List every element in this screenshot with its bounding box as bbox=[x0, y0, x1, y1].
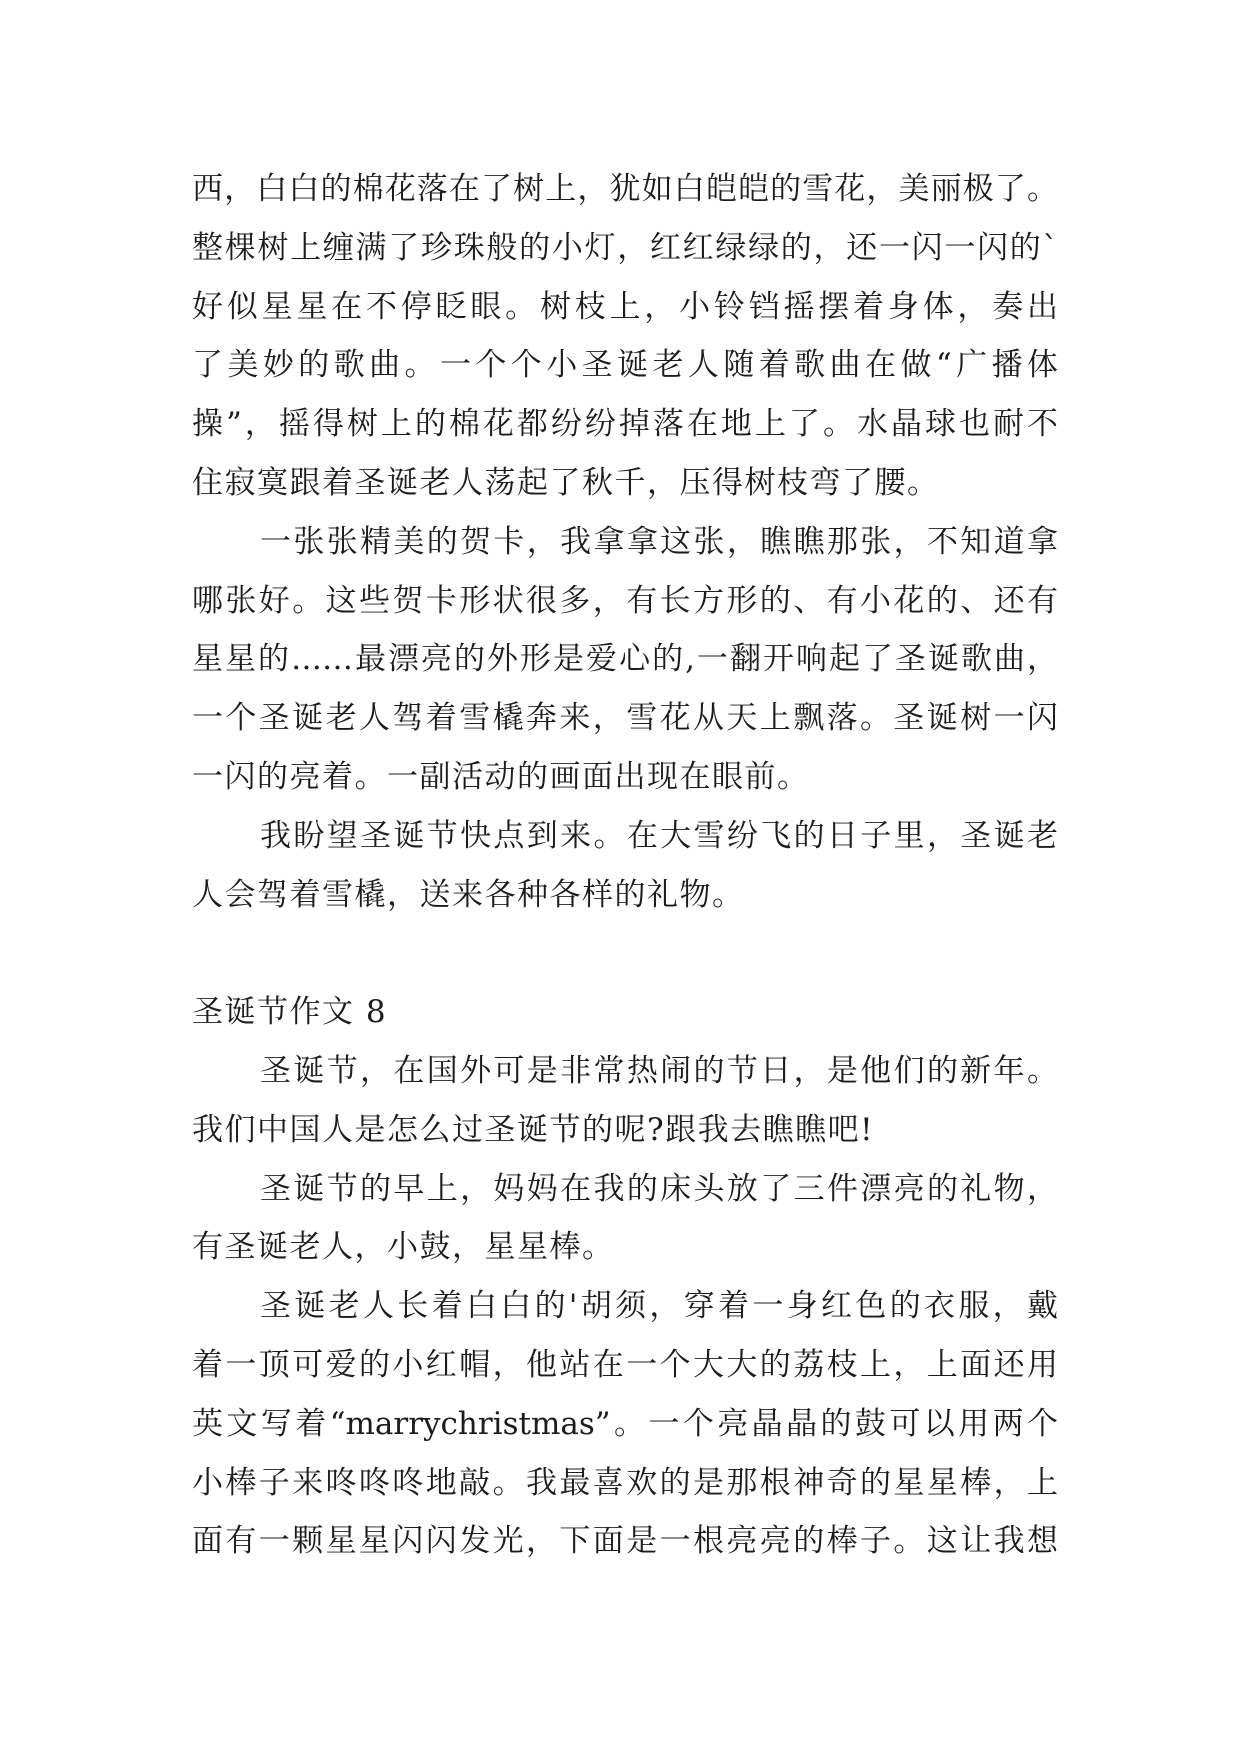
paragraph bbox=[192, 1277, 1058, 1571]
paragraph bbox=[192, 160, 1058, 513]
text-line: 我盼望圣诞节快点到来。在大雪纷飞的日子里，圣诞老 bbox=[260, 817, 1058, 854]
text-line: 一闪的亮着。一副活动的画面出现在眼前。 bbox=[192, 758, 810, 795]
text-line: 了美妙的歌曲。一个个小圣诞老人随着歌曲在做“广播体 bbox=[192, 347, 1058, 384]
section-heading: 圣诞节作文 8 bbox=[192, 994, 388, 1031]
text-line: 哪张好。这些贺卡形状很多，有长方形的、有小花的、还有 bbox=[192, 582, 1058, 619]
text-line: 一张张精美的贺卡，我拿拿这张，瞧瞧那张，不知道拿 bbox=[260, 523, 1058, 560]
text-line: 圣诞节，在国外可是非常热闹的节日，是他们的新年。 bbox=[260, 1052, 1058, 1089]
text-line: 操”，摇得树上的棉花都纷纷掉落在地上了。水晶球也耐不 bbox=[192, 406, 1058, 443]
text-line: 一个圣诞老人驾着雪橇奔来，雪花从天上飘落。圣诞树一闪 bbox=[192, 700, 1058, 737]
text-line: 整棵树上缠满了珍珠般的小灯，红红绿绿的，还一闪一闪的` bbox=[192, 229, 1058, 266]
text-line: 住寂寞跟着圣诞老人荡起了秋千，压得树枝弯了腰。 bbox=[192, 464, 940, 501]
text-line: 好似星星在不停眨眼。树枝上，小铃铛摇摆着身体，奏出 bbox=[192, 288, 1058, 325]
paragraph bbox=[192, 1042, 1058, 1160]
text-line: 英文写着“marrychristmas”。一个亮晶晶的鼓可以用两个 bbox=[192, 1405, 1058, 1442]
text-line: 圣诞节的早上，妈妈在我的床头放了三件漂亮的礼物， bbox=[260, 1170, 1058, 1207]
text-line: 星星的……最漂亮的外形是爱心的,一翻开响起了圣诞歌曲， bbox=[192, 641, 1058, 678]
paragraph bbox=[192, 807, 1058, 925]
text-line: 有圣诞老人，小鼓，星星棒。 bbox=[192, 1229, 615, 1266]
text-line: 面有一颗星星闪闪发光，下面是一根亮亮的棒子。这让我想 bbox=[192, 1523, 1058, 1560]
blank-line bbox=[192, 924, 1058, 983]
text-line: 人会驾着雪橇，送来各种各样的礼物。 bbox=[192, 876, 745, 913]
text-line: 小棒子来咚咚咚地敲。我最喜欢的是那根神奇的星星棒，上 bbox=[192, 1464, 1058, 1501]
paragraph bbox=[192, 513, 1058, 807]
text-line: 西，白白的棉花落在了树上，犹如白皑皑的雪花，美丽极了。 bbox=[192, 171, 1058, 207]
text-line: 着一顶可爱的小红帽，他站在一个大大的荔枝上，上面还用 bbox=[192, 1346, 1058, 1383]
paragraph bbox=[192, 1160, 1058, 1278]
document-body bbox=[192, 160, 1058, 1571]
text-line: 我们中国人是怎么过圣诞节的呢?跟我去瞧瞧吧! bbox=[192, 1111, 875, 1148]
text-line: 圣诞老人长着白白的'胡须，穿着一身红色的衣服，戴 bbox=[260, 1288, 1058, 1325]
